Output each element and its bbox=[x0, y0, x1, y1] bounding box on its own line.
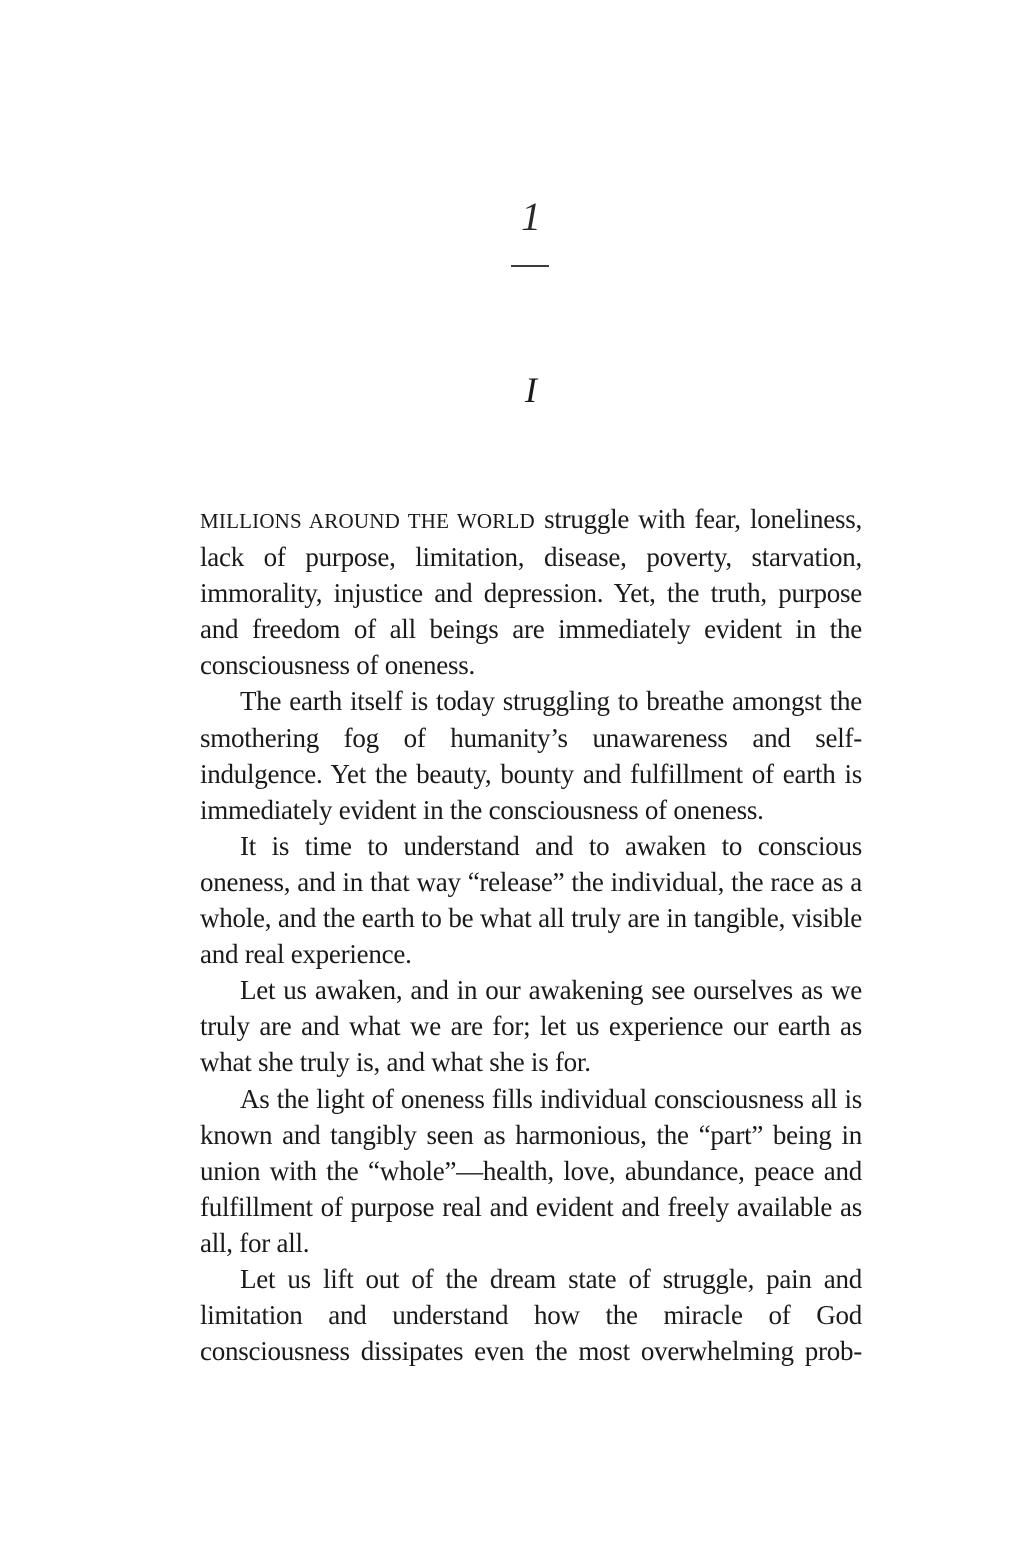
paragraph-2: The earth itself is today struggling to breathe amongst the smothering fog of humanity’s unawareness and self-indulgence. Yet the beauty, bounty and fulfillment of earth is immediately evident in the consciousness of oneness. bbox=[200, 686, 862, 825]
chapter-number: 1 bbox=[521, 194, 541, 239]
opening-smallcaps: MILLIONS AROUND THE WORLD bbox=[200, 509, 535, 533]
chapter-body bbox=[200, 501, 862, 1369]
paragraph-3: It is time to understand and to awaken to conscious oneness, and in that way “release” the individual, the race as a whole, and the earth to be what all truly are in tangible, visible and real experience. bbox=[200, 830, 862, 970]
paragraph-4: Let us awaken, and in our awakening see ourselves as we truly are and what we are for; let us experience our earth as what she truly is, and what she is for. bbox=[200, 975, 862, 1078]
chapter-divider bbox=[511, 265, 549, 267]
paragraph-1-text: struggle with fear, loneliness, lack of purpose, limitation, disease, poverty, starvation, immorality, injustice and depression. Yet, the truth, purpose and freedom of all beings are immediately evident in the consciousness of oneness. bbox=[200, 504, 862, 681]
chapter-title: I bbox=[525, 370, 537, 410]
paragraph-1 bbox=[200, 501, 862, 683]
paragraph-5: As the light of oneness fills individual consciousness all is known and tangibly seen as harmonious, the “part” being in union with the “whole”—health, love, abundance, peace and fulfillment of purpose real and evident and freely available as all, for all. bbox=[200, 1083, 862, 1258]
paragraph-6: Let us lift out of the dream state of struggle, pain and limitation and understand how the miracle of God consciousness dissipates even the most overwhelming prob- bbox=[200, 1263, 862, 1367]
